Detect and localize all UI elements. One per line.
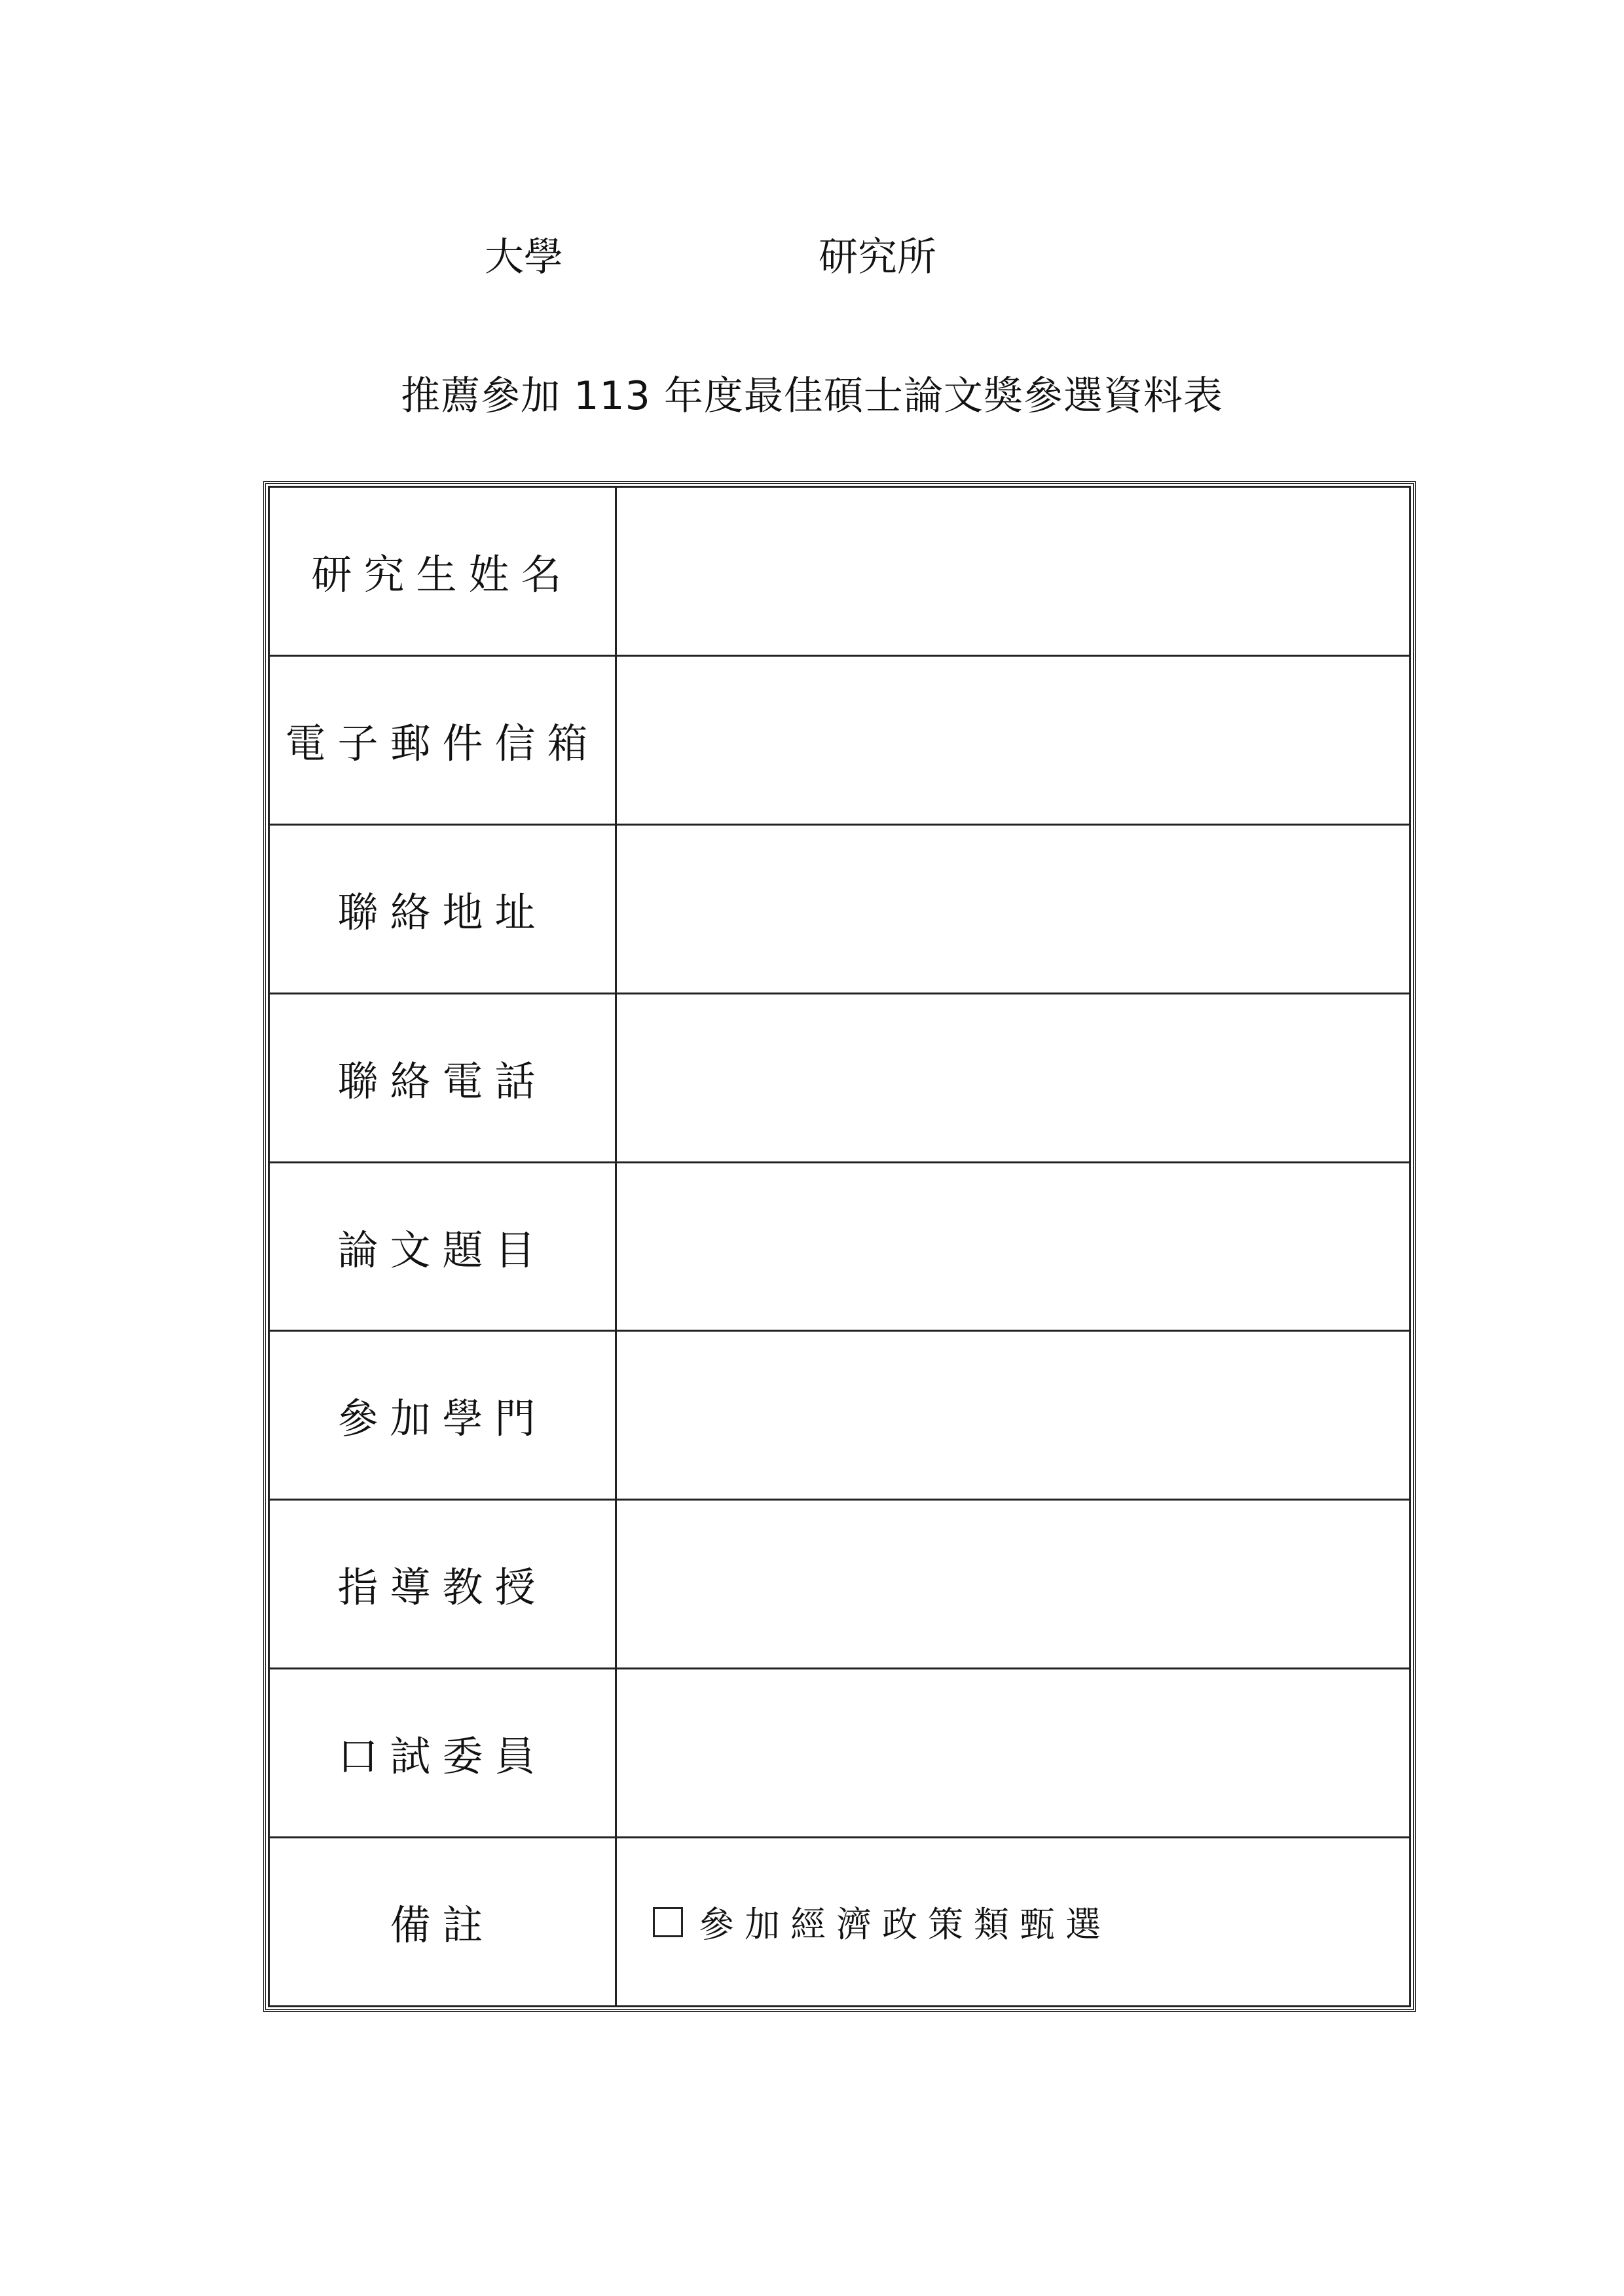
- label-advisor: 指導教授: [270, 1501, 617, 1667]
- row-phone: [270, 994, 1409, 1163]
- institute-label: 研究所: [819, 234, 936, 280]
- header: [0, 228, 1624, 287]
- label-thesis-title: 論文題目: [270, 1163, 617, 1330]
- row-address: [270, 826, 1409, 994]
- label-discipline: 參加學門: [270, 1332, 617, 1499]
- field-phone[interactable]: [617, 994, 1409, 1161]
- field-student-name[interactable]: [617, 488, 1409, 655]
- label-address: 聯絡地址: [270, 826, 617, 993]
- row-discipline: [270, 1332, 1409, 1501]
- field-address[interactable]: [617, 826, 1409, 993]
- field-remarks: [617, 1838, 1409, 2005]
- row-thesis-title: [270, 1163, 1409, 1332]
- field-advisor[interactable]: [617, 1501, 1409, 1667]
- row-committee: [270, 1669, 1409, 1838]
- label-email: 電子郵件信箱: [270, 657, 617, 824]
- economic-policy-checkbox[interactable]: [653, 1907, 683, 1937]
- row-advisor: [270, 1501, 1409, 1669]
- field-committee[interactable]: [617, 1669, 1409, 1836]
- application-form-table: [263, 481, 1416, 2012]
- label-remarks: 備註: [270, 1838, 617, 2005]
- economic-policy-option[interactable]: [653, 1897, 1111, 1947]
- row-student-name: [270, 488, 1409, 657]
- university-label: 大學: [485, 234, 563, 280]
- field-thesis-title[interactable]: [617, 1163, 1409, 1330]
- label-phone: 聯絡電話: [270, 994, 617, 1161]
- label-student-name: 研究生姓名: [270, 488, 617, 655]
- field-discipline[interactable]: [617, 1332, 1409, 1499]
- economic-policy-option-label: 參加經濟政策類甄選: [699, 1904, 1111, 1946]
- row-remarks: [270, 1838, 1409, 2005]
- form-title: 推薦參加 113 年度最佳碩士論文獎參選資料表: [401, 373, 1223, 419]
- field-email[interactable]: [617, 657, 1409, 824]
- row-email: [270, 657, 1409, 826]
- label-committee: 口試委員: [270, 1669, 617, 1836]
